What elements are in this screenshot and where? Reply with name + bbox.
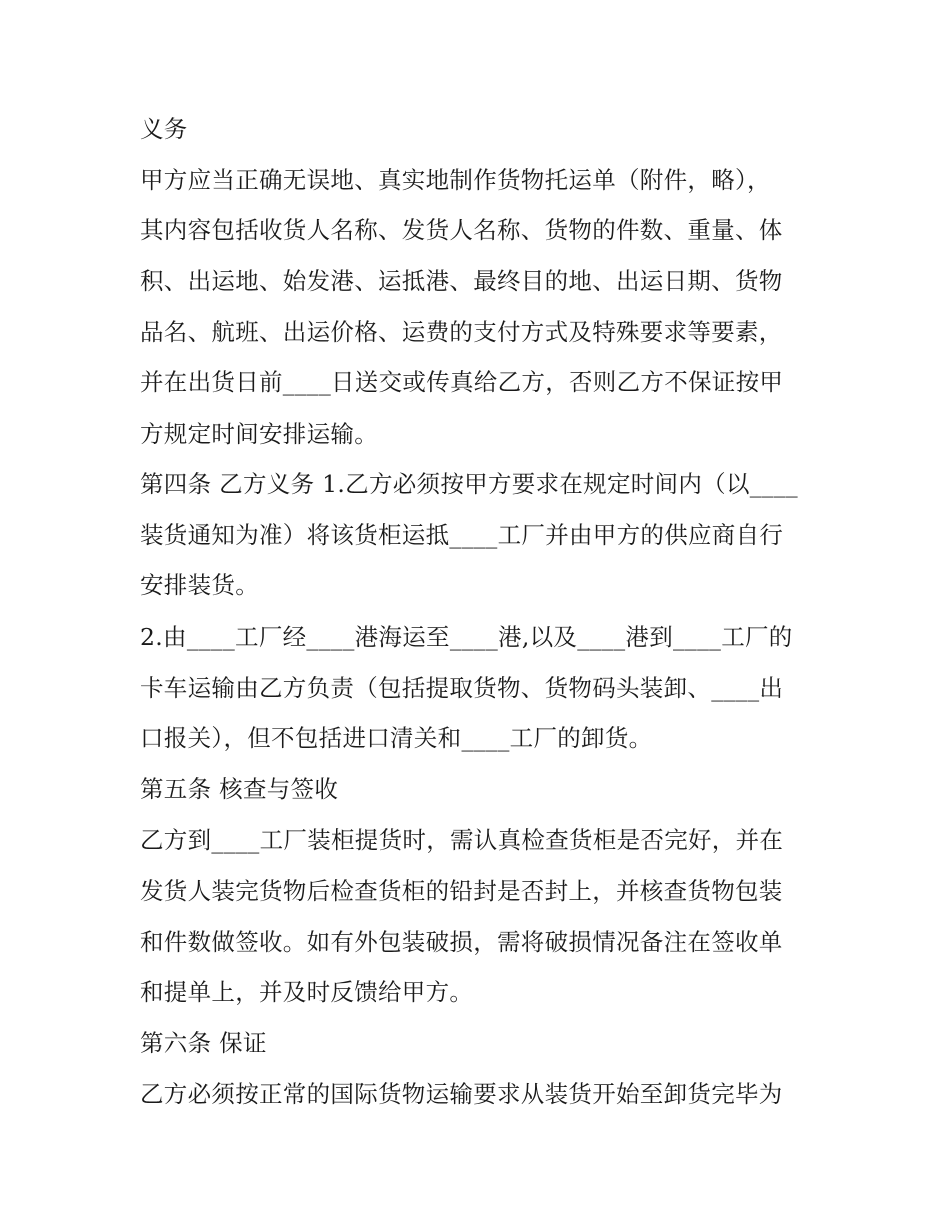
text-line-7: 方规定时间安排运输。: [140, 420, 378, 448]
text-line-3: 其内容包括收货人名称、发货人名称、货物的件数、重量、体: [140, 216, 783, 244]
text-line-13: 口报关），但不包括进口清关和____工厂的卸货。: [140, 724, 653, 752]
text-line-10: 安排装货。: [140, 571, 259, 599]
text-line-2: 甲方应当正确无误地、真实地制作货物托运单（附件，略），: [140, 166, 771, 194]
text-line-8: 第四条 乙方义务 1.乙方必须按甲方要求在规定时间内（以____: [140, 470, 798, 498]
text-line-5: 品名、航班、出运价格、运费的支付方式及特殊要求等要素，: [140, 318, 783, 346]
text-line-20: 乙方必须按正常的国际货物运输要求从装货开始至卸货完毕为: [140, 1080, 783, 1108]
text-line-14: 第五条 核查与签收: [140, 775, 339, 803]
text-line-15: 乙方到____工厂装柜提货时，需认真检查货柜是否完好，并在: [140, 826, 784, 854]
text-line-18: 和提单上，并及时反馈给甲方。: [140, 978, 474, 1006]
text-line-12: 卡车运输由乙方负责（包括提取货物、货物码头装卸、____出: [140, 674, 784, 702]
text-line-19: 第六条 保证: [140, 1029, 267, 1057]
text-line-4: 积、出运地、始发港、运抵港、最终目的地、出运日期、货物: [140, 267, 783, 295]
text-line-17: 和件数做签收。如有外包装破损，需将破损情况备注在签收单: [140, 928, 783, 956]
text-line-11: 2.由____工厂经____港海运至____港,以及____港到____工厂的: [140, 623, 793, 651]
text-line-6: 并在出货日前____日送交或传真给乙方，否则乙方不保证按甲: [140, 368, 784, 396]
text-line-16: 发货人装完货物后检查货柜的铅封是否封上，并核查货物包装: [140, 877, 783, 905]
text-line-9: 装货通知为准）将该货柜运抵____工厂并由甲方的供应商自行: [140, 521, 784, 549]
text-line-1: 义务: [140, 115, 188, 143]
